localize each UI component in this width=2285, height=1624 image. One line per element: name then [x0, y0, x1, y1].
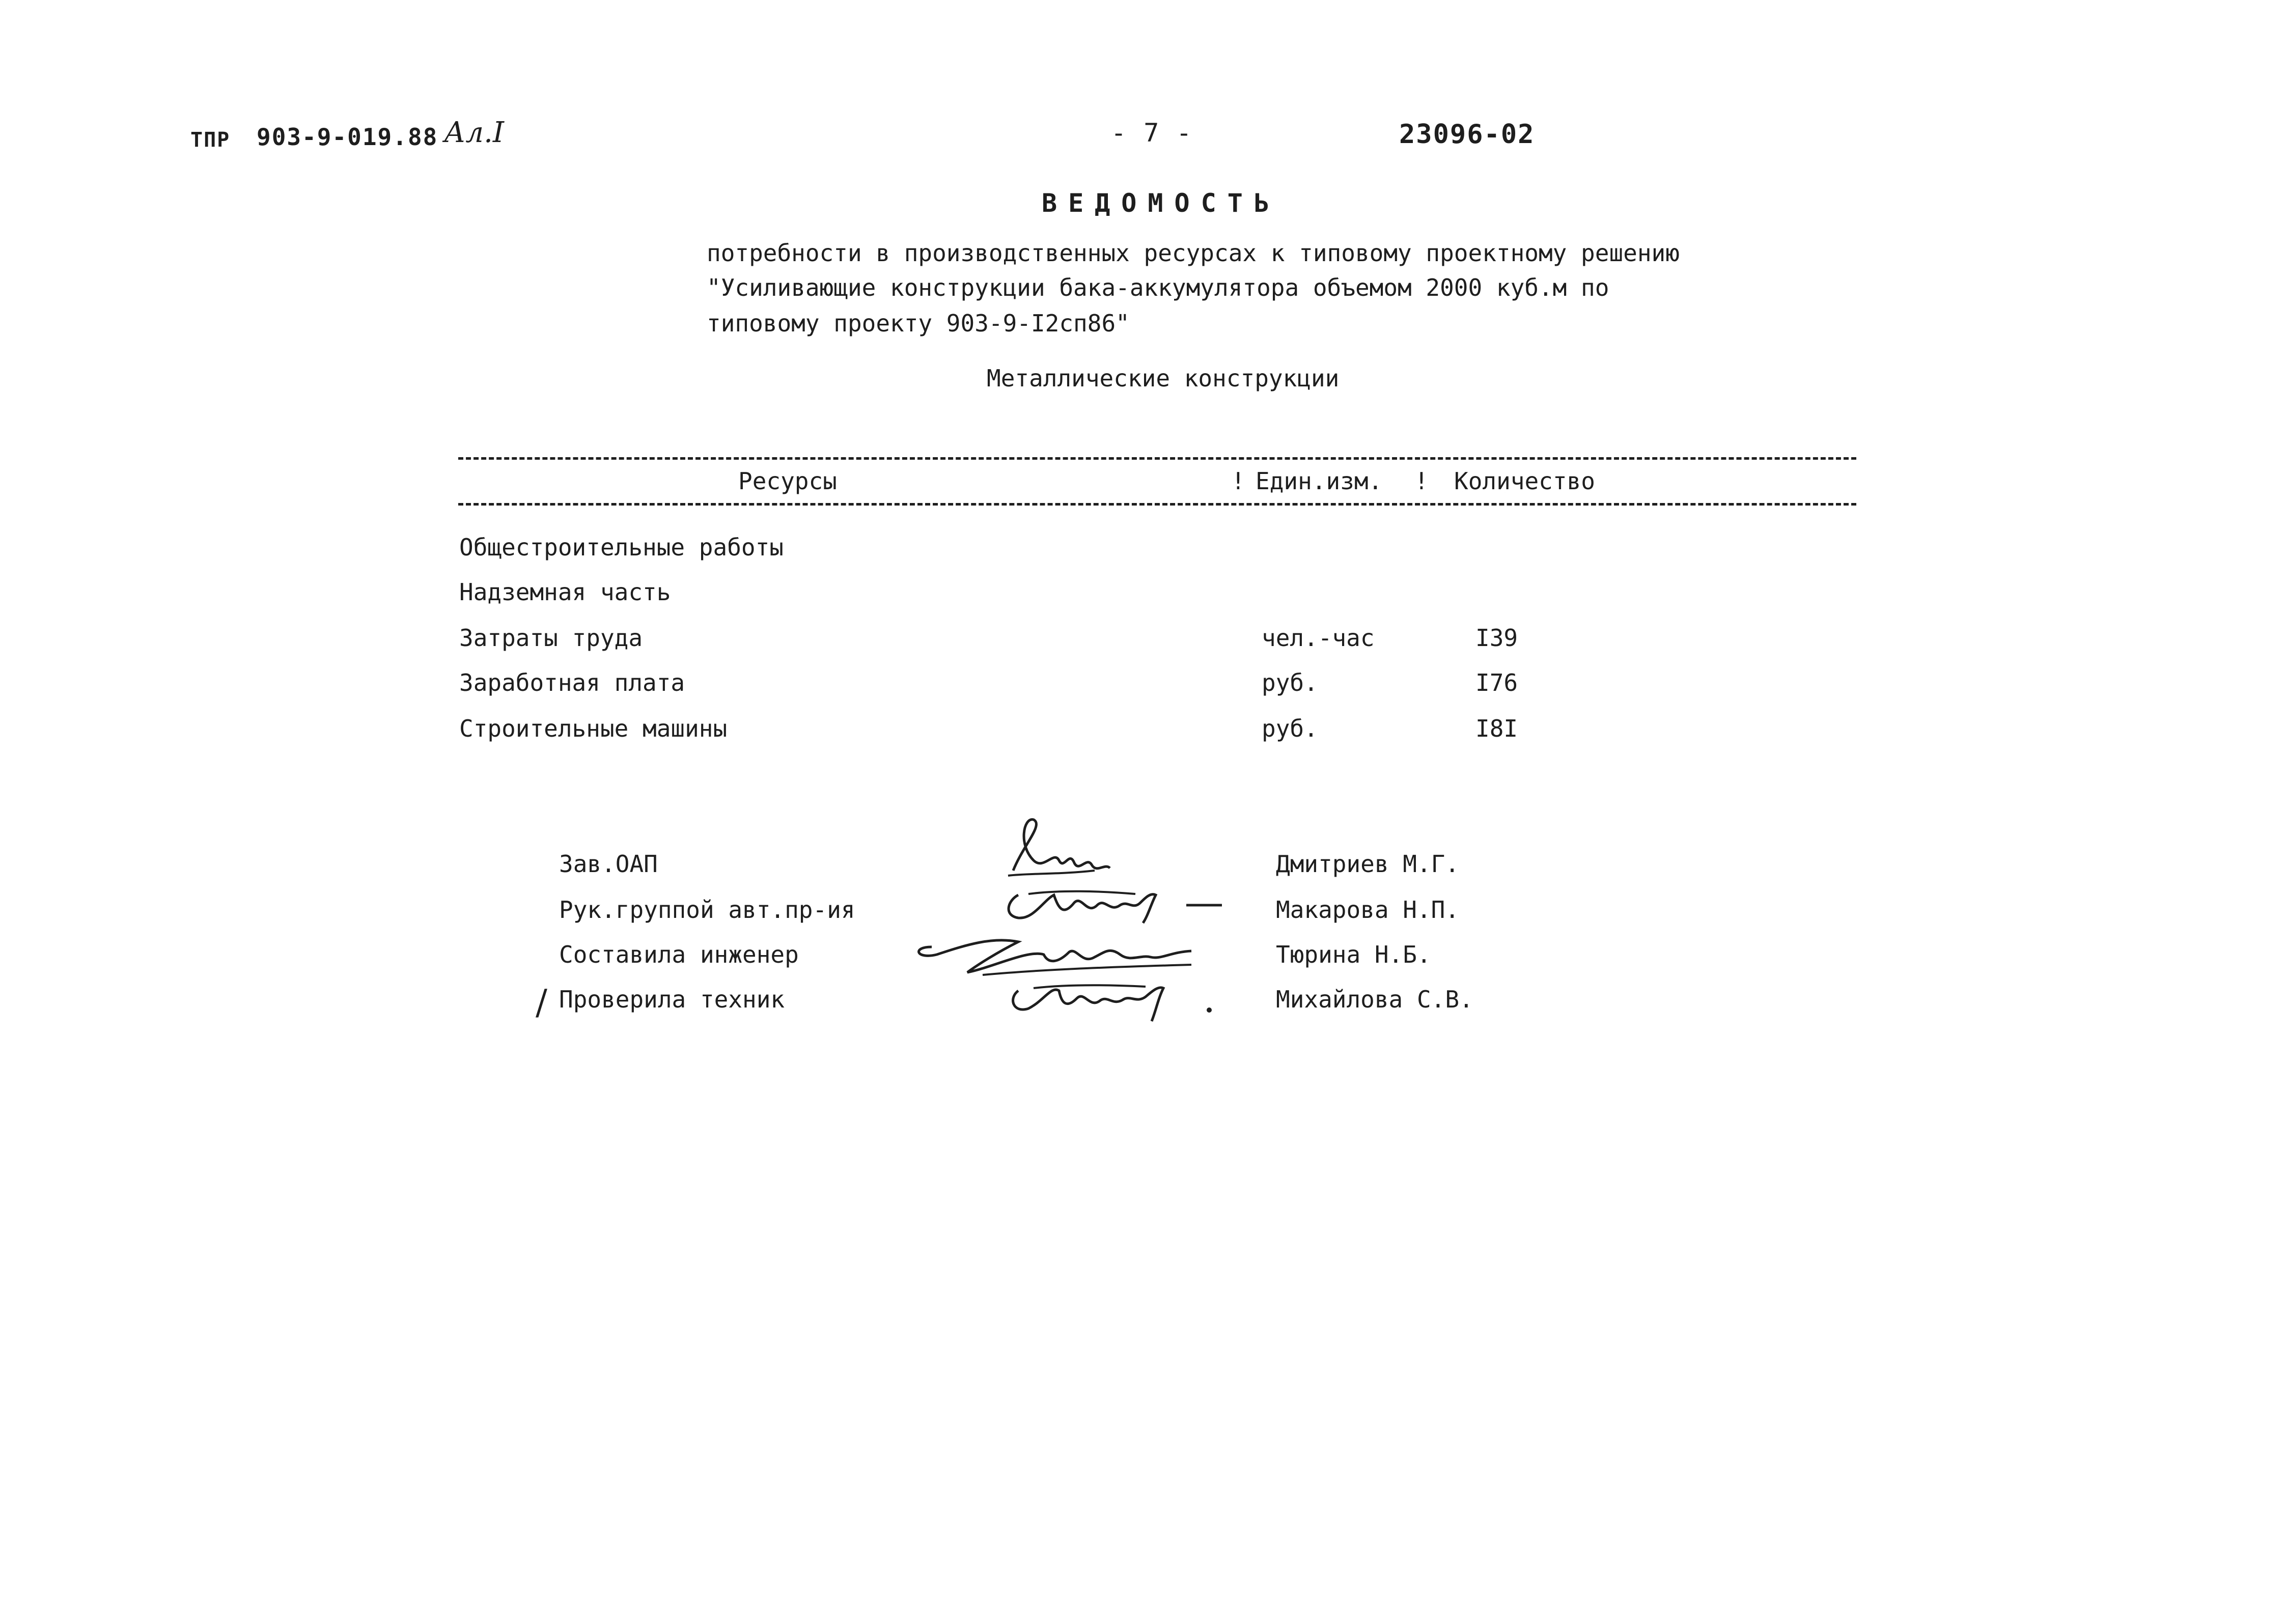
signatory-name: Макарова Н.П. [1276, 896, 1460, 923]
signatory-name: Тюрина Н.Б. [1276, 941, 1431, 968]
row-label: Заработная плата [459, 669, 685, 696]
signatory-role: Составила инженер [559, 941, 799, 968]
sheet-code: 23096-02 [1399, 119, 1535, 150]
signatory-role: Рук.группой авт.пр-ия [559, 896, 855, 923]
group-heading: Надземная часть [459, 578, 671, 606]
row-unit: руб. [1262, 669, 1318, 696]
handwritten-signature [1003, 970, 1217, 1031]
column-header-quantity: Количество [1454, 467, 1595, 495]
signatory-name: Михайлова С.В. [1276, 986, 1473, 1013]
signatory-role: Проверила техник [559, 986, 785, 1013]
doc-code-prefix: ТПР [190, 128, 231, 152]
handwritten-signature [1003, 815, 1115, 886]
signatory-role: Зав.ОАП [559, 850, 658, 878]
row-label: Затраты труда [459, 624, 643, 652]
row-unit: руб. [1262, 715, 1318, 742]
signatory-name: Дмитриев М.Г. [1276, 850, 1460, 878]
subtitle-line-2: "Усиливающие конструкции бака-аккумулятора объемом 2000 куб.м по [707, 274, 1609, 301]
doc-code: 903-9-019.88 [257, 123, 438, 151]
row-label: Строительные машины [459, 715, 728, 742]
check-mark: / [536, 983, 547, 1023]
row-quantity: I76 [1475, 669, 1518, 696]
document-title: ВЕДОМОСТЬ [1042, 188, 1280, 218]
page-number: - 7 - [1111, 118, 1193, 148]
album-number: Ал.I [444, 116, 504, 149]
column-separator: ! [1414, 467, 1429, 495]
subtitle-line-3: типовому проекту 903-9-I2сп86" [707, 310, 1130, 337]
row-quantity: I39 [1475, 624, 1518, 652]
column-header-resources: Ресурсы [738, 467, 837, 495]
column-separator: ! [1231, 467, 1245, 495]
table-header-rule [458, 503, 1856, 506]
subtitle-line-1: потребности в производственных ресурсах к типовому проектному решению [707, 239, 1680, 267]
handwritten-signature [998, 880, 1232, 926]
column-header-unit: Един.изм. [1256, 467, 1383, 495]
row-unit: чел.-час [1262, 624, 1375, 652]
table-top-rule [458, 457, 1856, 460]
group-heading: Общестроительные работы [459, 534, 784, 561]
row-quantity: I8I [1475, 715, 1518, 742]
section-title: Металлические конструкции [987, 365, 1340, 392]
